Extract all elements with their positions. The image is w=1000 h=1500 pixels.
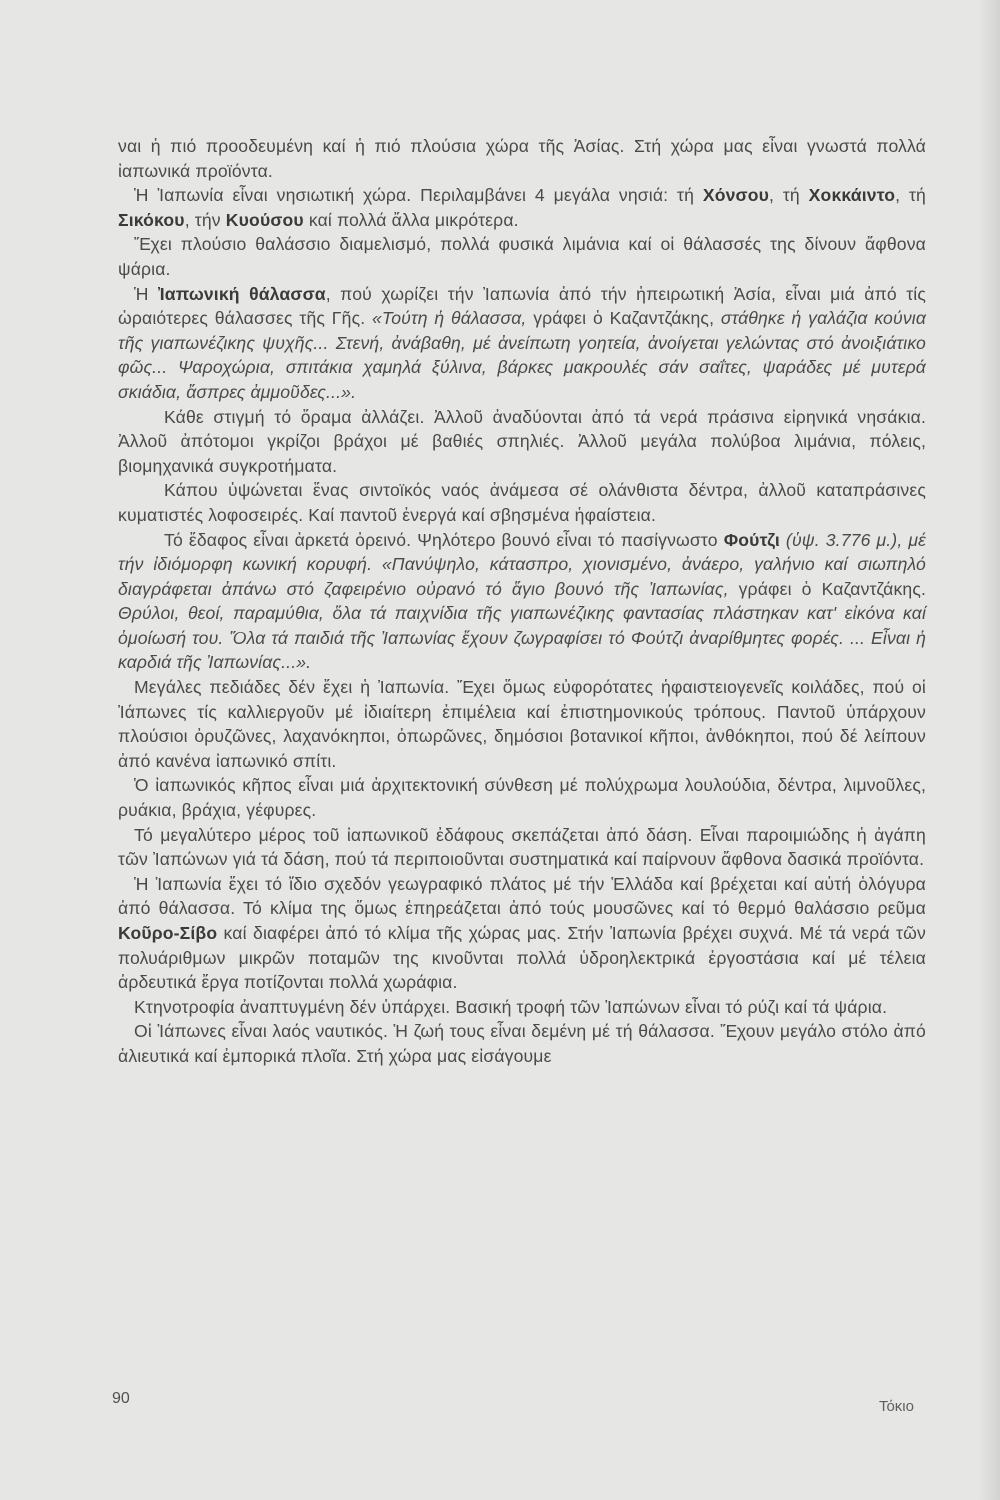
page-number: 90 [112, 1390, 130, 1407]
paragraph-12-text: Κτηνοτροφία ἀναπτυγμένη δέν ὑπάρχει. Βασική τροφή τῶν Ἰαπώνων εἶναι τό ρύζι καί τά ψάρια. [134, 996, 888, 1017]
scan-shadow-edge [978, 0, 1000, 1500]
paragraph-2-text-f: καί πολλά ἄλλα μικρότερα. [303, 209, 519, 230]
paragraph-2-text-a: Ἡ Ἰαπωνία εἶναι νησιωτική χώρα. Περιλαμβάνει 4 μεγάλα νησιά: τή [134, 185, 703, 206]
paragraph-13-text: Οἱ Ἰάπωνες εἶναι λαός ναυτικός. Ἡ ζωή τους εἶναι δεμένη μέ τή θάλασσα. Ἔχουν μεγάλο στόλο ἀπό ἁλιευτικά καί ἐμπορικά πλοῖα. Στή χώρα μας εἰσάγουμε [118, 1021, 926, 1066]
paragraph-9-text: Ὁ ἰαπωνικός κῆπος εἶναι μιά ἀρχιτεκτονική σύνθεση μέ πολύχρωμα λουλούδια, δέντρα, λιμνοῦλες, ρυάκια, βράχια, γέφυρες. [118, 775, 926, 821]
paragraph-2-text-e: , τήν [184, 209, 226, 230]
paragraph-11-text-c: καί διαφέρει ἀπό τό κλίμα τῆς χώρας μας. Στήν Ἰαπωνία βρέχει συχνά. Μέ τά νερά τῶν πολυάριθμων μικρῶν ποταμῶν της κινοῦνται πολλά ὑδροηλεκτρικά ἐργοστάσια καί μέ τέλεια ἀρδευτικά ἔργα ποτίζονται πολλά χωράφια. [118, 923, 926, 993]
paragraph-7-text-a: Τό ἔδαφος εἶναι ἀρκετά ὀρεινό. Ψηλότερο βουνό εἶναι τό πασίγνωστο [164, 529, 724, 550]
paragraph-13 [118, 1019, 926, 1068]
quote-kazantzakis-2b: Θρύλοι, θεοί, παραμύθια, ὅλα τά παιχνίδια τῆς γιαπωνέζικης φαντασίας πλάστηκαν κατ' εἰκόνα καί ὁμοίωσή του. Ὅλα τά παιδιά τῆς Ἰαπωνίας ἔχουν ζωγραφίσει τό Φούτζι ἀναρίθμητες φορές. ... Εἶναι ἡ καρδιά τῆς Ἰαπωνίας...». [118, 603, 926, 673]
quote-kazantzakis-2a: (ὑψ. 3.776 μ.), μέ τήν ἰδιόμορφη κωνική κορυφή. «Πανύψηλο, κάτασπρο, χιονισμένο, ἀνάερο, γαλήνιο καί σιωπηλό διαγράφεται ἀπάνω στό ζαφειρένιο οὐρανό τό ἅγιο βουνό τῆς Ἰαπωνίας, [118, 529, 926, 599]
place-name-kyushu: Κυούσου [225, 209, 304, 230]
paragraph-11 [118, 872, 926, 995]
paragraph-10 [118, 823, 926, 872]
place-name-honshu: Χόνσου [702, 185, 770, 206]
paragraph-10-text: Τό μεγαλύτερο μέρος τοῦ ἰαπωνικοῦ ἐδάφους σκεπάζεται ἀπό δάση. Εἶναι παροιμιώδης ἡ ἀγάπη τῶν Ἰαπώνων γιά τά δάση, πού τά περιποιοῦνται συστηματικά καί παίρνουν ἄφθονα δασικά προϊόντα. [118, 824, 926, 870]
paragraph-7 [118, 528, 926, 676]
body-text [118, 134, 926, 1069]
paragraph-6 [118, 478, 926, 527]
paragraph-7-text-c: γράφει ὁ Καζαντζάκης. [728, 578, 927, 599]
paragraph-8-text: Μεγάλες πεδιάδες δέν ἔχει ἡ Ἰαπωνία. Ἔχει ὅμως εὐφορότατες ἡφαιστειογενεῖς κοιλάδες, πού οἱ Ἰάπωνες τίς καλλιεργοῦν μέ ἰδιαίτερη ἐπιμέλεια καί ἐπιστημονικούς τρόπους. Παντοῦ ὑπάρχουν πλούσιοι ὀρυζῶνες, λαχανόκηποι, ὀπωρῶνες, δημόσιοι βοτανικοί κῆποι, ἀνθόκηποι, πού δέ λείπουν ἀπό κανένα ἰαπωνικό σπίτι. [118, 677, 926, 771]
quote-kazantzakis-1b: στάθηκε ἡ γαλάζια κούνια τῆς γιαπωνέζικης ψυχῆς... Στενή, ἀνάβαθη, μέ ἀνείπωτη γοητεία, ἀνοίγεται γελώντας στό ἀνοιξιάτικο φῶς... Ψαροχώρια, σπιτάκια χαμηλά ξύλινα, βάρκες μακρουλές σάν σαΐτες, ψαράδες μέ μυτερά σκιάδια, ἄσπρες ἀμμοῦδες...». [118, 308, 927, 402]
paragraph-3 [118, 232, 926, 281]
paragraph-3-text: Ἔχει πλούσιο θαλάσσιο διαμελισμό, πολλά φυσικά λιμάνια καί οἱ θάλασσές της δίνουν ἄφθονα ψάρια. [118, 234, 926, 279]
current-name-kuroshio: Κοῦρο-Σίβο [118, 923, 218, 943]
paragraph-5 [118, 405, 926, 479]
place-name-shikoku: Σικόκου [118, 209, 185, 230]
paragraph-6-text: Κάπου ὑψώνεται ἕνας σιντοϊκός ναός ἀνάμεσα σέ ολάνθιστα δέντρα, ἀλλοῦ καταπράσινες κυματιστές λοφοσειρές. Καί παντοῦ ἐνεργά καί σβησμένα ἡφαίστεια. [118, 480, 926, 525]
paragraph-4-text-d: γράφει ὁ Καζαντζάκης, [526, 308, 721, 329]
paragraph-2 [118, 183, 926, 232]
paragraph-2-text-d: , τή [895, 185, 926, 206]
place-name-sea-of-japan: Ἰαπωνική θάλασσα [157, 283, 326, 304]
paragraph-4-text-a: Ἡ [134, 283, 158, 304]
paragraph-12 [118, 995, 926, 1020]
paragraph-11-text-a: Ἡ Ἰαπωνία ἔχει τό ἴδιο σχεδόν γεωγραφικό πλάτος μέ τήν Ἑλλάδα καί βρέχεται καί αὐτή ὁλόγυρα ἀπό θάλασσα. Τό κλίμα της ὅμως ἐπηρεάζεται ἀπό τούς μουσῶνες καί τό θερμό θαλάσσιο ρεῦμα [118, 873, 926, 919]
paragraph-8 [118, 675, 926, 773]
paragraph-9 [118, 773, 926, 822]
place-name-hokkaido: Χοκκάιντο [808, 185, 896, 206]
paragraph-4 [118, 282, 926, 405]
paragraph-1 [118, 134, 926, 183]
paragraph-5-text: Κάθε στιγμή τό ὅραμα ἀλλάζει. Ἀλλοῦ ἀναδύονται ἀπό τά νερά πράσινα εἰρηνικά νησάκια. Ἀλλοῦ ἀπότομοι γκρίζοι βράχοι μέ βαθιές σπηλιές. Ἀλλοῦ μεγάλα πολύβοα λιμάνια, πόλεις, βιομηχανικά συγκροτήματα. [118, 406, 926, 476]
paragraph-4-text-c: , πού χωρίζει τήν Ἰαπωνία ἀπό τήν ἠπειρωτική Ἀσία, εἶναι μιά ἀπό τίς ὡραιότερες θάλασσες τῆς Γῆς. [118, 283, 926, 329]
paragraph-2-text-c: , τή [769, 185, 809, 206]
place-name-fuji: Φούτζι [723, 529, 780, 550]
running-title: Τόκιο [878, 1398, 914, 1415]
quote-kazantzakis-1a: «Τούτη ἡ θάλασσα, [372, 308, 527, 329]
paragraph-1-text: ναι ἡ πιό προοδευμένη καί ἡ πιό πλούσια χώρα τῆς Ἀσίας. Στή χώρα μας εἶναι γνωστά πολλά ἰαπωνικά προϊόντα. [118, 136, 926, 181]
